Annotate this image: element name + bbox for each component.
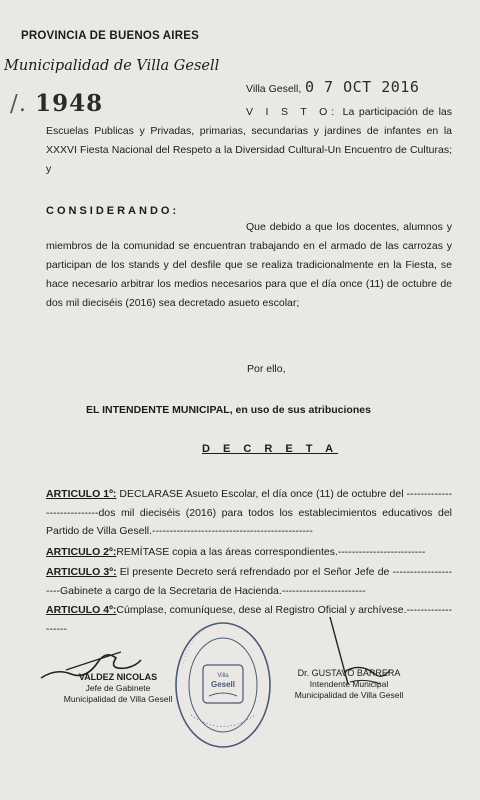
signer-left-name: VALDEZ NICOLAS: [78, 672, 158, 682]
article-4-label: ARTICULO 4º:: [46, 604, 117, 616]
visto-paragraph: [46, 103, 452, 179]
article-1-text: DECLARASE Asueto Escolar, el día once (11) de octubre del ----------------------------dos mil dieciséis (2016) para todos los establecimientos educativos del Partido de Villa Gesell.----------------------------------------------: [46, 488, 452, 537]
visto-text: La participación de las Escuelas Publicas y Privadas, primarias, secundarias y jardines de infantes en la XXXVI Fiesta Nacional del Respeto a la Diversidad Cultural-Un Encuentro de Culturas; y: [46, 106, 452, 175]
svg-text:· · · · · · · · · · · · · · ·: · · · · · · · · · · · · · · · · ·: [180, 621, 217, 669]
decree-number-value: 1948: [35, 90, 104, 117]
intendente-title: EL INTENDENTE MUNICIPAL,: [86, 404, 233, 416]
article-3-text: El presente Decreto será refrendado por el Señor Jefe de ---------------------Gabinete a cargo de la Secretaria de Hacienda.------------------------: [46, 566, 452, 597]
article-3-label: ARTICULO 3º:: [46, 566, 117, 578]
article-1: [46, 485, 452, 541]
intendente-line: [86, 404, 371, 416]
considerando-title: CONSIDERANDO:: [46, 205, 180, 217]
decreta-heading: D E C R E T A: [202, 443, 339, 455]
article-4-text: Cúmplase, comuníquese, dese al Registro Oficial y archívese.-------------------: [46, 604, 452, 635]
por-ello: Por ello,: [247, 363, 286, 375]
article-1-label: ARTICULO 1º:: [46, 488, 117, 500]
article-2-text: REMÍTASE copia a las áreas correspondientes.-------------------------: [116, 546, 426, 558]
article-3: [46, 563, 452, 600]
signer-right-role: Intendente Municipal: [309, 679, 389, 689]
signer-left-org: Municipalidad de Villa Gesell: [63, 694, 173, 704]
article-2: [46, 543, 452, 562]
municipal-seal: [173, 620, 273, 750]
municipality-header: Municipalidad de Villa Gesell: [4, 58, 220, 74]
signature-left: [58, 672, 178, 705]
intendente-rest: en uso de sus atribuciones: [232, 404, 371, 416]
considerando-text: Que debido a que los docentes, alumnos y miembros de la comunidad se encuentran trabajando en el armado de las carrozas y participan de los stands y del desfile que se realiza tradicionalmente en la Fiesta, se hace necesario arbitrar los medios necesarios para que el día once (11) de octubre de dos mil dieciséis (2016) sea decretado asueto escolar;: [46, 221, 452, 309]
signer-right-org: Municipalidad de Villa Gesell: [294, 690, 404, 700]
seal-center-name: Gesell: [210, 680, 236, 689]
date-stamp: 0 7 OCT 2016: [305, 78, 420, 96]
seal-center-top: Villa: [217, 673, 229, 679]
province-header: PROVINCIA DE BUENOS AIRES: [21, 30, 199, 42]
signer-left-role: Jefe de Gabinete: [85, 683, 151, 693]
signature-right: [284, 668, 414, 701]
city-label: Villa Gesell,: [246, 83, 302, 95]
article-2-label: ARTICULO 2º:: [46, 546, 117, 558]
visto-label: V I S T O:: [246, 106, 339, 118]
number-mark-icon: /.: [10, 91, 28, 117]
signer-right-name: Dr. GUSTAVO BARRERA: [297, 668, 401, 678]
